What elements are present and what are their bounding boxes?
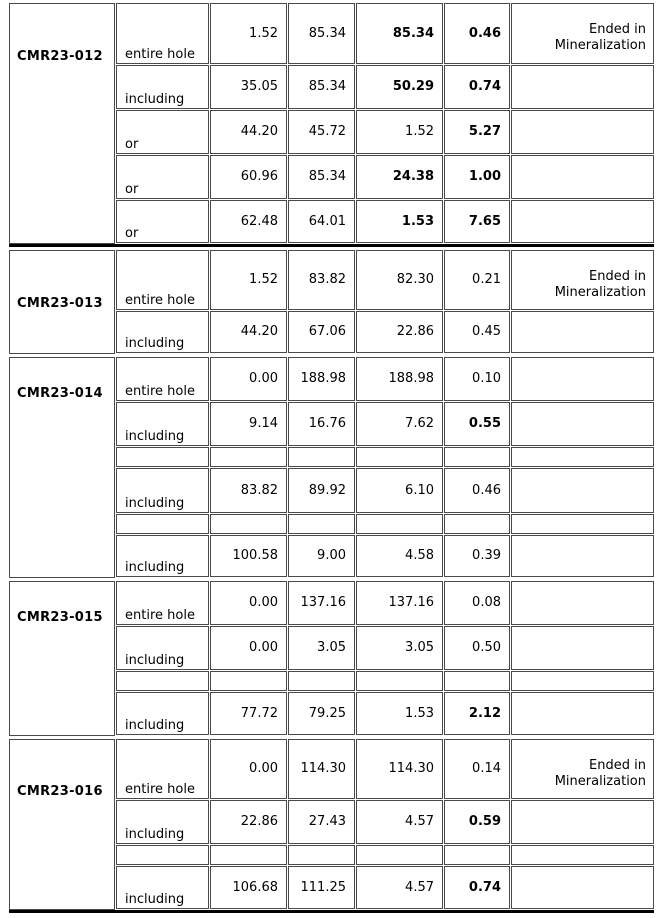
to-value: 114.30 [300, 761, 346, 776]
table-row-cell [356, 581, 443, 625]
table-row-cell [356, 468, 443, 513]
interval-label: including [125, 92, 185, 107]
group-separator [9, 244, 654, 247]
table-row-cell [288, 581, 355, 625]
spacer-row-cell [511, 671, 654, 691]
table-row-cell [511, 468, 654, 513]
table-row-cell [444, 250, 510, 310]
table-row-cell [288, 110, 355, 154]
table-row-cell [356, 110, 443, 154]
table-row-cell [356, 200, 443, 243]
from-value: 1.52 [249, 26, 278, 41]
spacer-row-cell [444, 514, 510, 534]
table-row-cell [210, 402, 287, 446]
table-row-cell [511, 535, 654, 577]
grade-value: 0.50 [472, 640, 501, 655]
table-row-cell [288, 3, 355, 64]
interval-label: or [125, 226, 139, 241]
grade-value: 5.27 [468, 124, 501, 139]
table-row-cell [511, 155, 654, 199]
to-value: 16.76 [308, 416, 346, 431]
table-row-cell [116, 3, 209, 64]
table-row-cell [444, 200, 510, 243]
to-value: 85.34 [308, 79, 346, 94]
grade-value: 0.14 [472, 761, 501, 776]
hole-id-cell [9, 3, 115, 244]
table-row-cell [444, 402, 510, 446]
from-value: 9.14 [249, 416, 278, 431]
hole-id: CMR23-016 [17, 784, 103, 799]
table-row-cell [444, 800, 510, 844]
length-value: 1.53 [401, 214, 434, 229]
table-row-cell [210, 468, 287, 513]
to-value: 83.82 [308, 272, 346, 287]
hole-id-cell [9, 739, 115, 910]
table-row-cell [210, 692, 287, 735]
spacer-row-cell [210, 845, 287, 865]
grade-value: 0.21 [472, 272, 501, 287]
grade-value: 0.55 [468, 416, 501, 431]
interval-label: including [125, 718, 185, 733]
table-row-cell [210, 110, 287, 154]
spacer-row-cell [444, 671, 510, 691]
table-row-cell [288, 739, 355, 799]
table-row-cell [116, 535, 209, 577]
table-row-cell [511, 581, 654, 625]
interval-label: entire hole [125, 293, 195, 308]
spacer-row-cell [511, 845, 654, 865]
table-row-cell [444, 155, 510, 199]
table-row-cell [210, 200, 287, 243]
to-value: 188.98 [300, 371, 346, 386]
spacer-row-cell [116, 671, 209, 691]
length-value: 3.05 [405, 640, 434, 655]
length-value: 4.57 [405, 814, 434, 829]
spacer-row-cell [356, 447, 443, 467]
table-row-cell [356, 155, 443, 199]
table-row-cell [288, 357, 355, 401]
spacer-row-cell [356, 845, 443, 865]
table-row-cell [116, 581, 209, 625]
length-value: 188.98 [388, 371, 434, 386]
table-row-cell [116, 626, 209, 670]
table-row-cell [288, 468, 355, 513]
grade-value: 0.45 [472, 324, 501, 339]
table-row-cell [444, 110, 510, 154]
table-row-cell [116, 110, 209, 154]
table-row-cell [511, 800, 654, 844]
interval-label: entire hole [125, 608, 195, 623]
table-row-cell [210, 357, 287, 401]
spacer-row-cell [288, 671, 355, 691]
table-row-cell [288, 535, 355, 577]
table-row-cell [511, 200, 654, 243]
table-row-cell [210, 3, 287, 64]
table-row-cell [116, 866, 209, 909]
table-row-cell [116, 468, 209, 513]
table-row-cell [116, 402, 209, 446]
length-value: 4.58 [405, 548, 434, 563]
interval-label: or [125, 182, 139, 197]
table-row-cell [356, 692, 443, 735]
table-row-cell [444, 626, 510, 670]
interval-label: including [125, 560, 185, 575]
to-value: 27.43 [308, 814, 346, 829]
grade-value: 0.39 [472, 548, 501, 563]
table-row-cell [444, 866, 510, 909]
table-row-cell [444, 468, 510, 513]
from-value: 83.82 [240, 483, 278, 498]
spacer-row-cell [116, 447, 209, 467]
table-row-cell [116, 200, 209, 243]
grade-value: 0.46 [472, 483, 501, 498]
spacer-row-cell [356, 671, 443, 691]
from-value: 0.00 [249, 761, 278, 776]
table-row-cell [356, 866, 443, 909]
hole-id-cell [9, 357, 115, 578]
note-text: Ended in Mineralization [554, 269, 646, 300]
table-row-cell [288, 200, 355, 243]
table-row-cell [444, 692, 510, 735]
interval-label: including [125, 653, 185, 668]
length-value: 1.53 [405, 706, 434, 721]
from-value: 100.58 [232, 548, 278, 563]
table-row-cell [210, 739, 287, 799]
table-row-cell [288, 250, 355, 310]
table-row-cell [210, 800, 287, 844]
spacer-row-cell [356, 514, 443, 534]
table-row-cell [356, 535, 443, 577]
hole-id: CMR23-015 [17, 610, 103, 625]
from-value: 106.68 [232, 880, 278, 895]
interval-label: including [125, 827, 185, 842]
interval-label: including [125, 496, 185, 511]
table-row-cell [511, 866, 654, 909]
table-row-cell [116, 357, 209, 401]
length-value: 137.16 [388, 595, 434, 610]
to-value: 85.34 [308, 169, 346, 184]
table-row-cell [356, 311, 443, 353]
table-row-cell [444, 535, 510, 577]
table-row-cell [288, 311, 355, 353]
table-row-cell [356, 739, 443, 799]
table-row-cell [210, 535, 287, 577]
grade-value: 1.00 [468, 169, 501, 184]
table-row-cell [210, 311, 287, 353]
from-value: 77.72 [240, 706, 278, 721]
grade-value: 0.46 [468, 26, 501, 41]
spacer-row-cell [288, 514, 355, 534]
spacer-row-cell [116, 845, 209, 865]
table-row-cell [511, 739, 654, 799]
table-row-cell [511, 311, 654, 353]
interval-label: including [125, 429, 185, 444]
table-row-cell [444, 581, 510, 625]
hole-id-cell [9, 581, 115, 736]
table-row-cell [511, 357, 654, 401]
to-value: 137.16 [300, 595, 346, 610]
length-value: 1.52 [405, 124, 434, 139]
table-row-cell [356, 357, 443, 401]
spacer-row-cell [288, 447, 355, 467]
table-row-cell [288, 800, 355, 844]
spacer-row-cell [511, 514, 654, 534]
table-row-cell [288, 692, 355, 735]
table-row-cell [210, 65, 287, 109]
table-row-cell [210, 626, 287, 670]
note-text: Ended in Mineralization [554, 758, 646, 789]
hole-id: CMR23-014 [17, 386, 103, 401]
from-value: 62.48 [240, 214, 278, 229]
table-row-cell [210, 581, 287, 625]
from-value: 60.96 [240, 169, 278, 184]
table-row-cell [288, 626, 355, 670]
from-value: 0.00 [249, 371, 278, 386]
grade-value: 2.12 [468, 706, 501, 721]
table-row-cell [511, 402, 654, 446]
from-value: 44.20 [240, 124, 278, 139]
to-value: 9.00 [317, 548, 346, 563]
length-value: 85.34 [392, 26, 434, 41]
note-text: Ended in Mineralization [554, 22, 646, 53]
table-row-cell [444, 65, 510, 109]
spacer-row-cell [116, 514, 209, 534]
table-row-cell [288, 65, 355, 109]
hole-id: CMR23-012 [17, 49, 103, 64]
interval-label: entire hole [125, 782, 195, 797]
grade-value: 7.65 [468, 214, 501, 229]
spacer-row-cell [210, 671, 287, 691]
table-row-cell [356, 402, 443, 446]
table-row-cell [210, 866, 287, 909]
length-value: 114.30 [388, 761, 434, 776]
table-row-cell [116, 311, 209, 353]
to-value: 3.05 [317, 640, 346, 655]
spacer-row-cell [210, 514, 287, 534]
length-value: 24.38 [392, 169, 434, 184]
table-row-cell [511, 3, 654, 64]
to-value: 89.92 [308, 483, 346, 498]
to-value: 79.25 [308, 706, 346, 721]
length-value: 4.57 [405, 880, 434, 895]
to-value: 45.72 [308, 124, 346, 139]
spacer-row-cell [444, 447, 510, 467]
grade-value: 0.08 [472, 595, 501, 610]
grade-value: 0.59 [468, 814, 501, 829]
table-row-cell [444, 3, 510, 64]
table-row-cell [210, 155, 287, 199]
to-value: 85.34 [308, 26, 346, 41]
table-row-cell [116, 739, 209, 799]
grade-value: 0.74 [468, 79, 501, 94]
table-row-cell [511, 65, 654, 109]
interval-label: entire hole [125, 384, 195, 399]
table-row-cell [356, 626, 443, 670]
table-row-cell [116, 250, 209, 310]
table-row-cell [116, 800, 209, 844]
to-value: 64.01 [308, 214, 346, 229]
to-value: 67.06 [308, 324, 346, 339]
from-value: 35.05 [240, 79, 278, 94]
group-separator [9, 910, 654, 913]
table-row-cell [444, 311, 510, 353]
table-row-cell [116, 692, 209, 735]
table-row-cell [116, 155, 209, 199]
table-row-cell [210, 250, 287, 310]
interval-label: including [125, 336, 185, 351]
length-value: 50.29 [392, 79, 434, 94]
table-row-cell [444, 357, 510, 401]
spacer-row-cell [444, 845, 510, 865]
hole-id: CMR23-013 [17, 296, 103, 311]
table-row-cell [511, 626, 654, 670]
interval-label: including [125, 892, 185, 907]
from-value: 0.00 [249, 640, 278, 655]
from-value: 1.52 [249, 272, 278, 287]
table-row-cell [356, 250, 443, 310]
table-row-cell [288, 866, 355, 909]
from-value: 22.86 [240, 814, 278, 829]
table-row-cell [511, 110, 654, 154]
table-row-cell [511, 692, 654, 735]
interval-label: entire hole [125, 47, 195, 62]
to-value: 111.25 [300, 880, 346, 895]
length-value: 82.30 [396, 272, 434, 287]
grade-value: 0.10 [472, 371, 501, 386]
table-row-cell [288, 155, 355, 199]
table-row-cell [356, 3, 443, 64]
hole-id-cell [9, 250, 115, 354]
table-row-cell [356, 800, 443, 844]
interval-label: or [125, 137, 139, 152]
from-value: 44.20 [240, 324, 278, 339]
length-value: 7.62 [405, 416, 434, 431]
length-value: 6.10 [405, 483, 434, 498]
table-row-cell [356, 65, 443, 109]
from-value: 0.00 [249, 595, 278, 610]
table-row-cell [444, 739, 510, 799]
spacer-row-cell [210, 447, 287, 467]
table-row-cell [511, 250, 654, 310]
table-row-cell [288, 402, 355, 446]
length-value: 22.86 [396, 324, 434, 339]
table-row-cell [116, 65, 209, 109]
grade-value: 0.74 [468, 880, 501, 895]
spacer-row-cell [288, 845, 355, 865]
spacer-row-cell [511, 447, 654, 467]
